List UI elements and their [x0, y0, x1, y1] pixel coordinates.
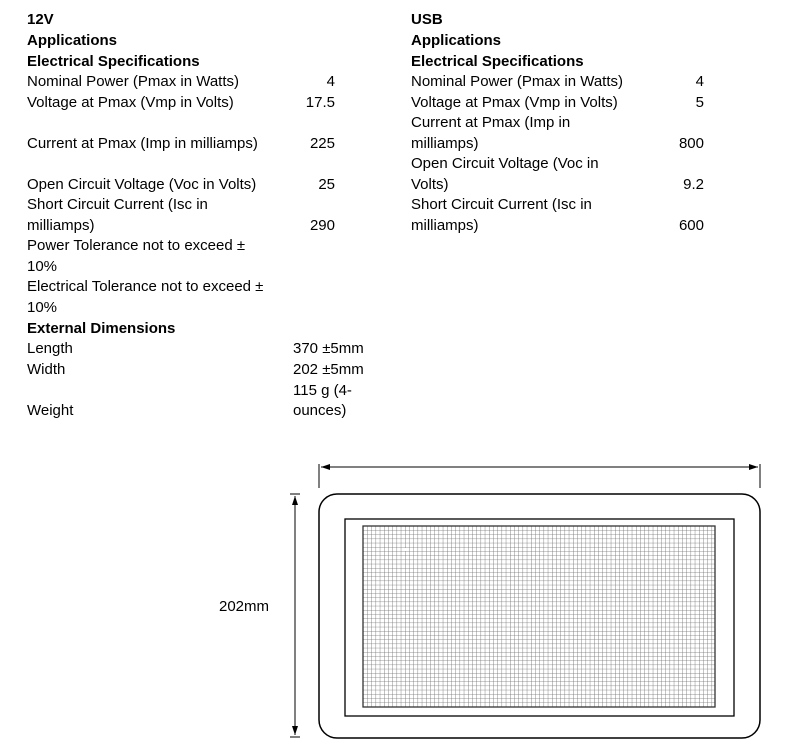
- spec-value-voltage-pmax: 17.5: [305, 94, 335, 111]
- height-dimension-line: [290, 494, 300, 737]
- spec-value-current-pmax: 225: [309, 135, 335, 152]
- usb-spec-value-short-circuit-current: 600: [678, 217, 704, 234]
- spec-label-voltage-pmax: Voltage at Pmax (Vmp in Volts): [27, 94, 234, 111]
- spec-label-short-circuit-current-l1: Short Circuit Current (Isc in: [27, 196, 208, 213]
- usb-spec-label-nominal-power: Nominal Power (Pmax in Watts): [411, 73, 623, 90]
- usb-applications-heading: Applications: [411, 32, 502, 49]
- usb-spec-value-voltage-pmax: 5: [695, 94, 704, 111]
- spec-label-short-circuit-current-l2: milliamps): [27, 217, 95, 234]
- spec-label-nominal-power: Nominal Power (Pmax in Watts): [27, 73, 239, 90]
- usb-spec-label-short-circuit-current-l1: Short Circuit Current (Isc in: [411, 196, 592, 213]
- dim-value-width: 202 ±5mm: [293, 361, 364, 378]
- usb-spec-label-current-pmax-l2: milliamps): [411, 135, 479, 152]
- usb-electrical-specs-heading: Electrical Specifications: [411, 53, 584, 70]
- power-tolerance-l2: 10%: [27, 258, 58, 275]
- dim-label-length: Length: [27, 340, 73, 357]
- usb-spec-value-current-pmax: 800: [678, 135, 704, 152]
- usb-spec-label-open-circuit-voltage-l2: Volts): [411, 176, 449, 193]
- section-title-usb: USB: [411, 11, 443, 28]
- dim-label-weight: Weight: [27, 402, 74, 419]
- spec-value-nominal-power: 4: [326, 73, 335, 90]
- dim-value-length: 370 ±5mm: [293, 340, 364, 357]
- usb-spec-label-open-circuit-voltage-l1: Open Circuit Voltage (Voc in: [411, 155, 599, 172]
- electrical-tolerance-l1: Electrical Tolerance not to exceed ±: [27, 278, 264, 295]
- dim-value-weight-l1: 115 g (4-: [293, 382, 352, 399]
- usb-spec-label-voltage-pmax: Voltage at Pmax (Vmp in Volts): [411, 94, 618, 111]
- spec-value-open-circuit-voltage: 25: [318, 176, 335, 193]
- dim-value-weight-l2: ounces): [293, 402, 347, 419]
- usb-spec-label-current-pmax-l1: Current at Pmax (Imp in: [411, 114, 571, 131]
- usb-spec-value-nominal-power: 4: [695, 73, 704, 90]
- external-dimensions-heading: External Dimensions: [27, 320, 176, 337]
- electrical-specs-heading: Electrical Specifications: [27, 53, 200, 70]
- solar-cell-grid: [363, 526, 715, 707]
- spec-value-short-circuit-current: 290: [309, 217, 335, 234]
- section-title-12v: 12V: [27, 11, 54, 28]
- power-tolerance-l1: Power Tolerance not to exceed ±: [27, 237, 246, 254]
- usb-spec-value-open-circuit-voltage: 9.2: [683, 176, 704, 193]
- applications-heading: Applications: [27, 32, 118, 49]
- dim-label-width: Width: [27, 361, 66, 378]
- drawing-height-label: 202mm: [219, 598, 270, 615]
- width-dimension-line: [319, 464, 760, 488]
- spec-label-current-pmax: Current at Pmax (Imp in milliamps): [27, 135, 258, 152]
- electrical-tolerance-l2: 10%: [27, 299, 58, 316]
- usb-spec-label-short-circuit-current-l2: milliamps): [411, 217, 479, 234]
- spec-label-open-circuit-voltage: Open Circuit Voltage (Voc in Volts): [27, 176, 257, 193]
